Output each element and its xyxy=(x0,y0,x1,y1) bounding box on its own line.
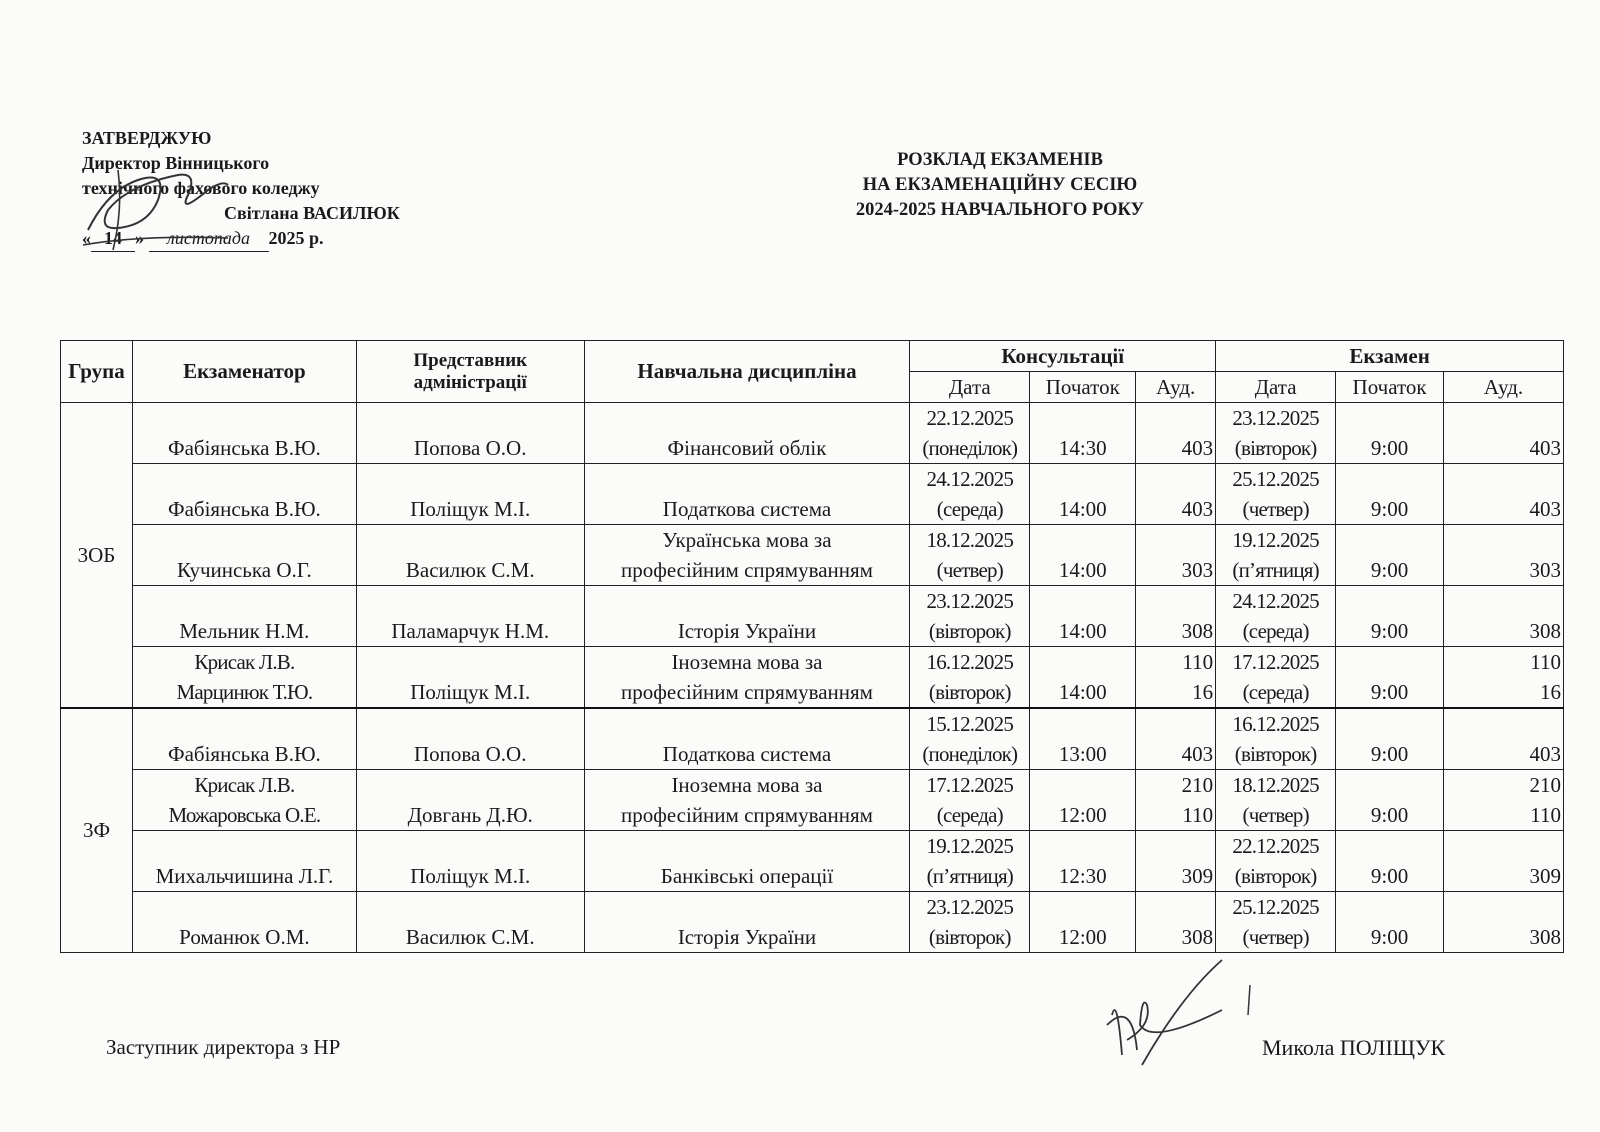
consult-date-cell-line: 17.12.2025 xyxy=(926,773,1014,797)
examiner-cell xyxy=(132,647,356,709)
discipline-cell xyxy=(584,464,910,525)
discipline-cell-line: Історія України xyxy=(677,925,817,949)
examiner-cell xyxy=(132,892,356,953)
discipline-cell-line: Податкова система xyxy=(662,497,832,521)
exam-room-cell xyxy=(1444,647,1564,709)
consult-room-cell-line: 110 xyxy=(1182,650,1214,674)
discipline-cell-line: Іноземна мова за xyxy=(671,773,823,797)
exam-start-cell-line: 9:00 xyxy=(1370,680,1409,704)
exam-date-cell-line: 23.12.2025 xyxy=(1232,406,1319,430)
consult-room-cell xyxy=(1136,708,1216,770)
examiner-cell xyxy=(132,525,356,586)
discipline-cell xyxy=(584,892,910,953)
consult-date-cell-line: 19.12.2025 xyxy=(926,834,1014,858)
exam-start-cell xyxy=(1336,647,1444,709)
exam-room-cell xyxy=(1444,892,1564,953)
exam-room-cell-line: 210 xyxy=(1529,773,1561,797)
consult-room-cell-line: 309 xyxy=(1181,864,1214,888)
exam-room-cell-line: 16 xyxy=(1540,680,1561,704)
consult-start-cell xyxy=(1030,586,1136,647)
consult-start-cell-line: 14:00 xyxy=(1058,497,1107,521)
examiner-cell-line: Фабіянська В.Ю. xyxy=(168,497,321,521)
group-cell: 3ОБ xyxy=(61,403,133,709)
exam-room-cell-line: 403 xyxy=(1529,497,1561,521)
consult-date-cell-line: (вівторок) xyxy=(928,619,1011,643)
exam-start-cell-line: 9:00 xyxy=(1370,497,1409,521)
table-row xyxy=(61,770,1564,831)
table-row xyxy=(61,892,1564,953)
admin-cell xyxy=(356,403,584,464)
consult-date-cell-line: (п’ятниця) xyxy=(926,864,1013,888)
admin-cell-line: Василюк С.М. xyxy=(405,925,535,949)
approval-position-2: технічного фахового коледжу xyxy=(82,178,320,198)
admin-cell xyxy=(356,892,584,953)
consult-date-cell-line: 15.12.2025 xyxy=(926,712,1014,736)
exam-date-cell-line: (вівторок) xyxy=(1234,436,1317,460)
consult-room-cell-line: 308 xyxy=(1181,925,1214,949)
exam-date-cell xyxy=(1216,892,1336,953)
approval-heading: ЗАТВЕРДЖУЮ xyxy=(82,128,212,148)
exam-date-cell xyxy=(1216,464,1336,525)
exam-room-cell-line: 303 xyxy=(1529,558,1561,582)
exam-start-cell-line: 9:00 xyxy=(1370,803,1409,827)
director-signature xyxy=(78,150,238,260)
exam-room-cell xyxy=(1444,831,1564,892)
exam-start-cell xyxy=(1336,708,1444,770)
exam-date-cell-line: (четвер) xyxy=(1242,497,1309,521)
exam-date-cell-line: 25.12.2025 xyxy=(1232,467,1319,491)
consult-start-cell-line: 14:00 xyxy=(1058,619,1107,643)
exam-schedule-table xyxy=(60,340,1564,953)
consult-room-cell xyxy=(1136,647,1216,709)
consult-date-cell-line: 16.12.2025 xyxy=(926,650,1014,674)
exam-date-cell-line: 19.12.2025 xyxy=(1232,528,1319,552)
exam-start-cell xyxy=(1336,586,1444,647)
consult-room-cell-line: 308 xyxy=(1181,619,1214,643)
exam-room-cell-line: 308 xyxy=(1529,619,1561,643)
admin-cell-line: Поліщук М.І. xyxy=(410,497,531,521)
exam-room-cell-line: 308 xyxy=(1529,925,1561,949)
consult-date-cell-line: 22.12.2025 xyxy=(926,406,1014,430)
exam-start-cell-line: 9:00 xyxy=(1370,558,1409,582)
consult-date-cell-line: (вівторок) xyxy=(928,680,1011,704)
exam-start-cell-line: 9:00 xyxy=(1370,925,1409,949)
exam-date-cell-line: (вівторок) xyxy=(1234,864,1317,888)
exam-date-cell xyxy=(1216,403,1336,464)
table-row xyxy=(61,708,1564,770)
approval-date-year: 2025 р. xyxy=(268,228,324,248)
exam-date-cell-line: (вівторок) xyxy=(1234,742,1317,766)
table-row xyxy=(61,647,1564,709)
exam-room-cell-line: 403 xyxy=(1529,436,1561,460)
consult-date-cell xyxy=(910,770,1030,831)
exam-room-cell xyxy=(1444,464,1564,525)
examiner-cell-line: Фабіянська В.Ю. xyxy=(168,436,321,460)
approval-position-1: Директор Вінницького xyxy=(82,153,270,173)
consult-date-cell xyxy=(910,403,1030,464)
examiner-cell-line: Фабіянська В.Ю. xyxy=(168,742,321,766)
exam-start-cell xyxy=(1336,831,1444,892)
consult-room-cell xyxy=(1136,464,1216,525)
consult-room-cell-line: 210 xyxy=(1181,773,1214,797)
examiner-cell xyxy=(132,464,356,525)
table-row xyxy=(61,403,1564,464)
discipline-cell-line: професійним спрямуванням xyxy=(620,803,873,827)
schedule-body xyxy=(61,403,1564,953)
discipline-cell-line: Українська мова за xyxy=(662,528,832,552)
header-exam-room: Ауд. xyxy=(1444,372,1564,403)
consult-start-cell xyxy=(1030,403,1136,464)
consult-room-cell-line: 403 xyxy=(1181,497,1214,521)
consult-start-cell-line: 12:00 xyxy=(1058,925,1107,949)
exam-date-cell-line: (четвер) xyxy=(1242,925,1309,949)
consult-start-cell xyxy=(1030,708,1136,770)
consult-start-cell-line: 14:30 xyxy=(1058,436,1107,460)
discipline-cell-line: професійним спрямуванням xyxy=(620,680,873,704)
title-line-2: НА ЕКЗАМЕНАЦІЙНУ СЕСІЮ xyxy=(862,175,1138,195)
examiner-cell-line: Можаровська О.Е. xyxy=(168,803,321,827)
approval-name: Світлана ВАСИЛЮК xyxy=(224,203,400,223)
consult-date-cell-line: 23.12.2025 xyxy=(926,895,1014,919)
header-discipline: Навчальна дисципліна xyxy=(584,341,910,403)
consult-room-cell-line: 303 xyxy=(1181,558,1214,582)
exam-date-cell-line: 17.12.2025 xyxy=(1232,650,1319,674)
consult-start-cell xyxy=(1030,464,1136,525)
consult-start-cell-line: 13:00 xyxy=(1058,742,1107,766)
discipline-cell-line: Історія України xyxy=(677,619,817,643)
admin-cell-line: Поліщук М.І. xyxy=(410,864,531,888)
title-line-3: 2024-2025 НАВЧАЛЬНОГО РОКУ xyxy=(855,200,1145,220)
consult-room-cell xyxy=(1136,403,1216,464)
exam-room-cell xyxy=(1444,586,1564,647)
admin-cell xyxy=(356,647,584,709)
consult-date-cell xyxy=(910,892,1030,953)
consult-date-cell-line: (понеділок) xyxy=(922,436,1018,460)
consult-date-cell xyxy=(910,525,1030,586)
discipline-cell-line: Податкова система xyxy=(662,742,832,766)
exam-room-cell xyxy=(1444,708,1564,770)
exam-date-cell xyxy=(1216,647,1336,709)
consult-date-cell xyxy=(910,464,1030,525)
consult-start-cell-line: 14:00 xyxy=(1058,680,1107,704)
footer-name: Микола ПОЛІЩУК xyxy=(1262,1035,1446,1060)
exam-start-cell-line: 9:00 xyxy=(1370,436,1409,460)
title-line-1: РОЗКЛАД ЕКЗАМЕНІВ xyxy=(897,150,1103,170)
table-row xyxy=(61,525,1564,586)
exam-start-cell xyxy=(1336,525,1444,586)
exam-start-cell xyxy=(1336,892,1444,953)
examiner-cell-line: Кучинська О.Г. xyxy=(177,558,312,582)
examiner-cell-line: Михальчишина Л.Г. xyxy=(155,864,334,888)
consult-date-cell-line: (середа) xyxy=(936,497,1003,521)
consult-start-cell-line: 12:30 xyxy=(1058,864,1107,888)
header-admin: Представник адміністрації xyxy=(356,341,584,403)
discipline-cell-line: Банківські операції xyxy=(660,864,834,888)
consult-date-cell xyxy=(910,831,1030,892)
consult-date-cell xyxy=(910,586,1030,647)
consult-date-cell-line: 24.12.2025 xyxy=(926,467,1014,491)
exam-start-cell-line: 9:00 xyxy=(1370,864,1409,888)
table-row xyxy=(61,464,1564,525)
examiner-cell-line: Крисак Л.В. xyxy=(194,773,295,797)
discipline-cell xyxy=(584,770,910,831)
exam-start-cell xyxy=(1336,464,1444,525)
admin-cell xyxy=(356,586,584,647)
consult-start-cell xyxy=(1030,892,1136,953)
consult-room-cell xyxy=(1136,586,1216,647)
examiner-cell xyxy=(132,586,356,647)
consult-date-cell-line: (четвер) xyxy=(936,558,1003,582)
examiner-cell xyxy=(132,770,356,831)
exam-room-cell-line: 403 xyxy=(1529,742,1561,766)
approval-date-month: листопада xyxy=(149,226,269,252)
admin-cell-line: Василюк С.М. xyxy=(405,558,535,582)
header-examiner: Екзаменатор xyxy=(132,341,356,403)
examiner-cell xyxy=(132,831,356,892)
admin-cell-line: Паламарчук Н.М. xyxy=(391,619,550,643)
exam-date-cell-line: (п’ятниця) xyxy=(1232,558,1319,582)
exam-date-cell-line: (четвер) xyxy=(1242,803,1309,827)
exam-date-cell-line: 18.12.2025 xyxy=(1232,773,1319,797)
exam-date-cell-line: 24.12.2025 xyxy=(1232,589,1319,613)
deputy-signature xyxy=(1092,955,1262,1085)
examiner-cell-line: Крисак Л.В. xyxy=(194,650,295,674)
discipline-cell-line: професійним спрямуванням xyxy=(620,558,873,582)
exam-room-cell-line: 309 xyxy=(1529,864,1561,888)
exam-date-cell xyxy=(1216,525,1336,586)
consult-room-cell xyxy=(1136,892,1216,953)
consult-date-cell-line: (понеділок) xyxy=(922,742,1018,766)
consult-start-cell xyxy=(1030,770,1136,831)
exam-date-cell-line: 22.12.2025 xyxy=(1232,834,1319,858)
consult-room-cell-line: 16 xyxy=(1192,680,1214,704)
exam-date-cell xyxy=(1216,831,1336,892)
exam-start-cell xyxy=(1336,770,1444,831)
approval-date-day: 14 xyxy=(91,226,135,252)
header-consult-date: Дата xyxy=(910,372,1030,403)
exam-date-cell-line: 16.12.2025 xyxy=(1232,712,1319,736)
consult-date-cell-line: 18.12.2025 xyxy=(926,528,1014,552)
consult-room-cell-line: 403 xyxy=(1181,742,1214,766)
exam-start-cell xyxy=(1336,403,1444,464)
exam-date-cell-line: (середа) xyxy=(1242,619,1309,643)
examiner-cell xyxy=(132,708,356,770)
header-exam-start: Початок xyxy=(1336,372,1444,403)
exam-room-cell xyxy=(1444,403,1564,464)
consult-start-cell-line: 14:00 xyxy=(1058,558,1107,582)
consult-start-cell xyxy=(1030,525,1136,586)
document-title xyxy=(780,148,1220,223)
exam-room-cell xyxy=(1444,525,1564,586)
consult-date-cell-line: (середа) xyxy=(936,803,1003,827)
exam-start-cell-line: 9:00 xyxy=(1370,619,1409,643)
table-row xyxy=(61,586,1564,647)
consult-room-cell-line: 110 xyxy=(1182,803,1214,827)
exam-date-cell-line: 25.12.2025 xyxy=(1232,895,1319,919)
consult-start-cell xyxy=(1030,831,1136,892)
exam-date-cell xyxy=(1216,586,1336,647)
discipline-cell xyxy=(584,831,910,892)
table-row xyxy=(61,831,1564,892)
admin-cell-line: Довгань Д.Ю. xyxy=(407,803,533,827)
consult-start-cell-line: 12:00 xyxy=(1058,803,1107,827)
consult-room-cell xyxy=(1136,525,1216,586)
examiner-cell xyxy=(132,403,356,464)
exam-date-cell-line: (середа) xyxy=(1242,680,1309,704)
exam-date-cell xyxy=(1216,770,1336,831)
footer-position: Заступник директора з НР xyxy=(106,1035,341,1059)
consult-room-cell xyxy=(1136,770,1216,831)
discipline-cell xyxy=(584,586,910,647)
discipline-cell xyxy=(584,708,910,770)
admin-cell xyxy=(356,770,584,831)
examiner-cell-line: Марцинюк Т.Ю. xyxy=(176,680,313,704)
exam-room-cell-line: 110 xyxy=(1530,803,1561,827)
consult-date-cell xyxy=(910,647,1030,709)
discipline-cell-line: Фінансовий облік xyxy=(667,436,827,460)
admin-cell xyxy=(356,831,584,892)
examiner-cell-line: Мельник Н.М. xyxy=(179,619,310,643)
discipline-cell xyxy=(584,403,910,464)
header-exam: Екзамен xyxy=(1216,341,1564,372)
admin-cell-line: Попова О.О. xyxy=(414,742,527,766)
discipline-cell-line: Іноземна мова за xyxy=(671,650,823,674)
admin-cell xyxy=(356,525,584,586)
discipline-cell xyxy=(584,647,910,709)
consult-start-cell xyxy=(1030,647,1136,709)
header-group: Група xyxy=(61,341,133,403)
header-consult-start: Початок xyxy=(1030,372,1136,403)
admin-cell xyxy=(356,464,584,525)
exam-room-cell-line: 110 xyxy=(1530,650,1561,674)
exam-start-cell-line: 9:00 xyxy=(1370,742,1409,766)
consult-room-cell-line: 403 xyxy=(1181,436,1214,460)
consult-date-cell xyxy=(910,708,1030,770)
exam-room-cell xyxy=(1444,770,1564,831)
exam-date-cell xyxy=(1216,708,1336,770)
consult-date-cell-line: 23.12.2025 xyxy=(926,589,1014,613)
consult-room-cell xyxy=(1136,831,1216,892)
header-consult-room: Ауд. xyxy=(1136,372,1216,403)
consult-date-cell-line: (вівторок) xyxy=(928,925,1011,949)
header-consultations: Консультації xyxy=(910,341,1216,372)
admin-cell-line: Поліщук М.І. xyxy=(410,680,531,704)
group-cell: 3Ф xyxy=(61,708,133,953)
approval-date: « 14 » листопада 2025 р. xyxy=(82,226,400,252)
discipline-cell xyxy=(584,525,910,586)
header-exam-date: Дата xyxy=(1216,372,1336,403)
admin-cell xyxy=(356,708,584,770)
admin-cell-line: Попова О.О. xyxy=(414,436,527,460)
examiner-cell-line: Романюк О.М. xyxy=(179,925,310,949)
